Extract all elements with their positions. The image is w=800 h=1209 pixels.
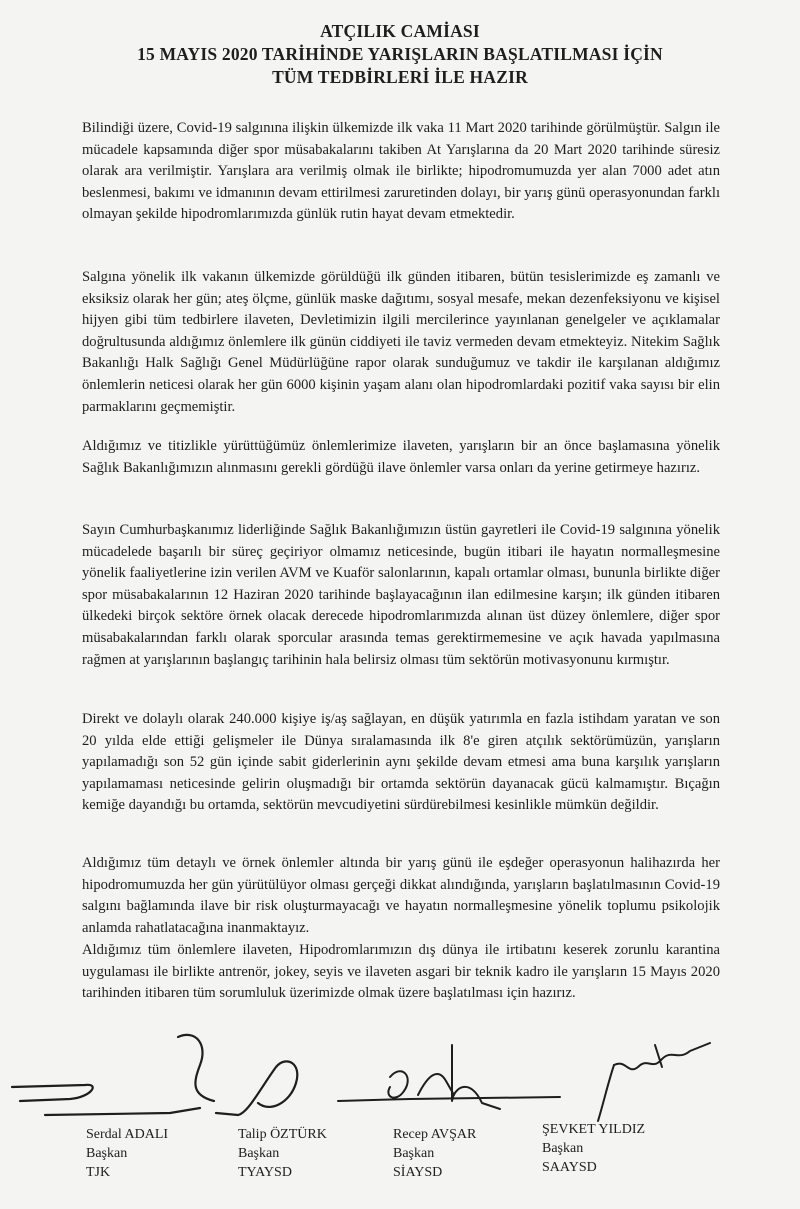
signatory-name: ŞEVKET YILDIZ <box>542 1122 646 1137</box>
signatory-title: Başkan <box>86 1146 128 1161</box>
signatory-org: TJK <box>86 1165 111 1180</box>
signatory-3 <box>393 1125 476 1182</box>
signatory-title: Başkan <box>393 1146 435 1161</box>
paragraph-3: Aldığımız ve titizlikle yürüttüğümüz önlemlerimize ilaveten, yarışların bir an önce başlamasına yönelik Sağlık Bakanlığımızın alınmasını gerekli gördüğü ilave önlemler varsa onları da yerine getirmeye hazırız. <box>82 438 720 476</box>
title-line-2: 15 MAYIS 2020 TARİHİNDE YARIŞLARIN BAŞLATILMASI İÇİN <box>137 44 663 64</box>
document-title <box>0 20 800 89</box>
paragraph-7: Aldığımız tüm önlemlere ilaveten, Hipodromlarımızın dış dünya ile irtibatını keserek zorunlu karantina uygulaması ile birlikte antrenör, jokey, seyis ve ilaveten asgari bir teknik kadro ile yarışların 15 Mayıs 2020 tarihinden itibaren tüm sorumluluk üzerimizde olmak üzere başlatılması için hazırız. <box>82 942 720 1002</box>
signatory-name: Recep AVŞAR <box>393 1127 477 1142</box>
title-line-1: ATÇILIK CAMİASI <box>320 21 480 41</box>
signatory-4 <box>542 1120 645 1177</box>
signature-2-icon <box>338 1045 560 1109</box>
title-line-3: TÜM TEDBİRLERİ İLE HAZIR <box>272 67 528 87</box>
paragraph-1: Bilindiği üzere, Covid-19 salgınına ilişkin ülkemizde ilk vaka 11 Mart 2020 tarihinde görülmüştür. Salgın ile mücadele kapsamında diğer spor müsabakalarını takiben At Yarışlarına da 20 Mart 2020 tarihinde süresiz olarak ara verilmiştir. Yarışlara ara verilmiş olmak ile birlikte; hipodromumuzda yer alan 7000 adet atın beslenmesi, bakımı ve idmanının devam ettirilmesi zaruretinden dolayı, bir yarış günü operasyonundan farklı olmayan şekilde hipodromlarımızda günlük rutin hayat devam etmektedir. <box>82 120 720 223</box>
signatory-org: SİAYSD <box>393 1165 443 1180</box>
paragraph-2: Salgına yönelik ilk vakanın ülkemizde görüldüğü ilk günden itibaren, bütün tesislerimizde eş zamanlı ve eksiksiz olarak her gün; ateş ölçme, günlük maske dağıtımı, sosyal mesafe, mekan dezenfeksiyonu ve kişisel hijyen gibi tüm tedbirlere ilaveten, Devletimizin ilgili mercilerince yayınlanan genelgeler ve açıklamalar doğrultusunda aldığımız önlemlere ilk günün ciddiyeti ile taviz vermeden devam etmekteyiz. Nitekim Sağlık Bakanlığı Halk Sağlığı Genel Müdürlüğüne rapor olarak sunduğumuz ve takdir ile karşılanan aldığımız önlemlerin neticesi olarak her gün 6000 kişinin yaşam alanı olan hipodromlardaki pozitif vaka sayısı bir elin parmaklarını geçmemiştir. <box>82 269 720 415</box>
signatory-1 <box>86 1125 168 1182</box>
signatures-graphic <box>0 1025 800 1135</box>
signatory-name: Serdal ADALI <box>86 1127 169 1142</box>
signatory-title: Başkan <box>238 1146 280 1161</box>
signatory-name: Talip ÖZTÜRK <box>238 1127 327 1142</box>
paragraph-6: Aldığımız tüm detaylı ve örnek önlemler altında bir yarış günü ile eşdeğer operasyonun halihazırda her hipodromumuzda her gün yürütülüyor olması gerçeği dikkat alındığında, yarışların başlatılmasının Covid-19 salgını bağlamında ilave bir risk oluşturmayacağı ve hayatın normalleşmesine yönelik toplumu psikolojik anlamda rahatlatacağına inanmaktayız. <box>82 855 720 936</box>
signature-1-icon <box>12 1035 297 1115</box>
signature-3-icon <box>598 1043 710 1121</box>
paragraph-5: Direkt ve dolaylı olarak 240.000 kişiye iş/aş sağlayan, en düşük yatırımla en fazla istihdam yaratan ve son 20 yılda elde ettiği gelişmeler ile Dünya sıralamasında ilk 8'e giren atçılık sektörümüzün, yarışların yapılamadığı son 52 gün içinde sabit giderlerinin aynı şekilde devam etmesi ama buna karşılık yarışların yapılamaması neticesinde gelirin oluşmadığı bir ortamda sektörün dayanacak gücü kalmamıştır. Bıçağın kemiğe dayandığı bu ortamda, sektörün mevcudiyetini sürdürebilmesi kesinlikle mümkün değildir. <box>82 711 720 814</box>
signatory-org: TYAYSD <box>238 1165 292 1180</box>
paragraph-4: Sayın Cumhurbaşkanımız liderliğinde Sağlık Bakanlığımızın üstün gayretleri ile Covid-19 salgınına yönelik mücadelede başarılı bir süreç geçiriyor olmamız neticesinde, bugün itibari ile hayatın normalleşmesine yönelik faaliyetlerine izin verilen AVM ve Kuaför salonlarının, kapalı ortamlar olması, bununla birlikte diğer spor müsabakalarının 12 Haziran 2020 tarihinde başlayacağının ilan edilmesine karşın; ilk günden itibaren ülkedeki birçok sektöre örnek olacak derecede hipodromlarımızda alınan üst düzey önlemlere, diğer spor müsabakalarından farklı olarak sporcular arasında temas gerektirmemesine ve açık havada yapılmasına rağmen at yarışlarının başlangıç tarihinin hala belirsiz olması tüm sektörün motivasyonunu kırmıştır. <box>82 522 720 668</box>
signatory-title: Başkan <box>542 1141 584 1156</box>
signatory-2 <box>238 1125 327 1182</box>
signatory-org: SAAYSD <box>542 1160 597 1175</box>
